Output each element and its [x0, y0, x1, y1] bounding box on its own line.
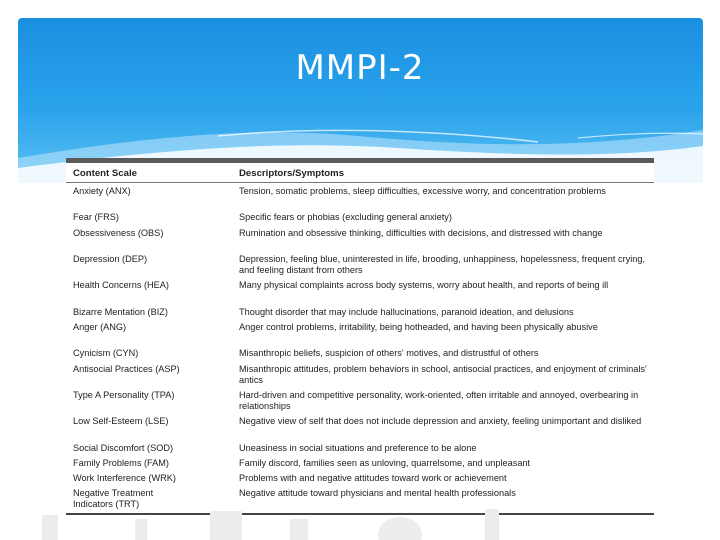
- row-descriptors: Thought disorder that may include hallucinations, paranoid ideation, and delusions: [239, 307, 574, 317]
- row-scale: Obsessiveness (OBS): [73, 228, 164, 238]
- row-descriptors: Many physical complaints across body systems, worry about health, and reports of being ill: [239, 280, 609, 290]
- content-scales-table: [66, 158, 654, 516]
- row-descriptors: Depression, feeling blue, uninterested in life, brooding, unhappiness, hopelessness, frequent crying, and feeling distant from others: [239, 254, 646, 275]
- row-scale: Health Concerns (HEA): [73, 280, 169, 290]
- row-descriptors: Rumination and obsessive thinking, difficulties with decisions, and distressed with change: [239, 228, 603, 238]
- row-scale: Depression (DEP): [73, 254, 148, 264]
- row-descriptors: Negative view of self that does not include depression and anxiety, feeling unimportant and disliked: [239, 416, 642, 426]
- row-scale: Cynicism (CYN): [73, 348, 139, 358]
- header-content-scale: Content Scale: [73, 168, 137, 179]
- row-scale: Type A Personality (TPA): [73, 390, 175, 400]
- row-descriptors: Problems with and negative attitudes toward work or achievement: [239, 473, 507, 483]
- row-descriptors: Specific fears or phobias (excluding general anxiety): [239, 212, 452, 222]
- row-descriptors: Misanthropic beliefs, suspicion of others' motives, and distrustful of others: [239, 348, 539, 358]
- row-scale: Bizarre Mentation (BIZ): [73, 307, 168, 317]
- row-descriptors: Uneasiness in social situations and preference to be alone: [239, 443, 477, 453]
- row-descriptors: Misanthropic attitudes, problem behaviors in school, antisocial practices, and enjoyment of criminals' antics: [239, 364, 647, 385]
- slide-title: MMPI-2: [295, 48, 425, 88]
- table-top-rule: [66, 158, 654, 163]
- header-rule: [66, 182, 654, 183]
- faded-watermark-decoration: [40, 505, 680, 540]
- row-descriptors: Negative attitude toward physicians and mental health professionals: [239, 488, 516, 498]
- row-scale: Work Interference (WRK): [73, 473, 176, 483]
- row-descriptors: Tension, somatic problems, sleep difficulties, excessive worry, and concentration problems: [239, 186, 606, 196]
- row-scale: Social Discomfort (SOD): [73, 443, 174, 453]
- row-scale: Antisocial Practices (ASP): [73, 364, 180, 374]
- row-scale: Anxiety (ANX): [73, 186, 131, 196]
- row-scale: Fear (FRS): [73, 212, 119, 222]
- row-scale: Anger (ANG): [73, 322, 127, 332]
- row-scale: Family Problems (FAM): [73, 458, 169, 468]
- row-scale: Low Self-Esteem (LSE): [73, 416, 169, 426]
- row-descriptors: Family discord, families seen as unloving, quarrelsome, and unpleasant: [239, 458, 531, 468]
- row-descriptors: Anger control problems, irritability, being hotheaded, and having been physically abusive: [239, 322, 598, 332]
- row-descriptors: Hard-driven and competitive personality, work-oriented, often irritable and annoyed, overbearing in relationships: [239, 390, 639, 411]
- row-scale: Negative Treatment Indicators (TRT): [73, 488, 154, 509]
- header-descriptors: Descriptors/Symptoms: [239, 168, 345, 179]
